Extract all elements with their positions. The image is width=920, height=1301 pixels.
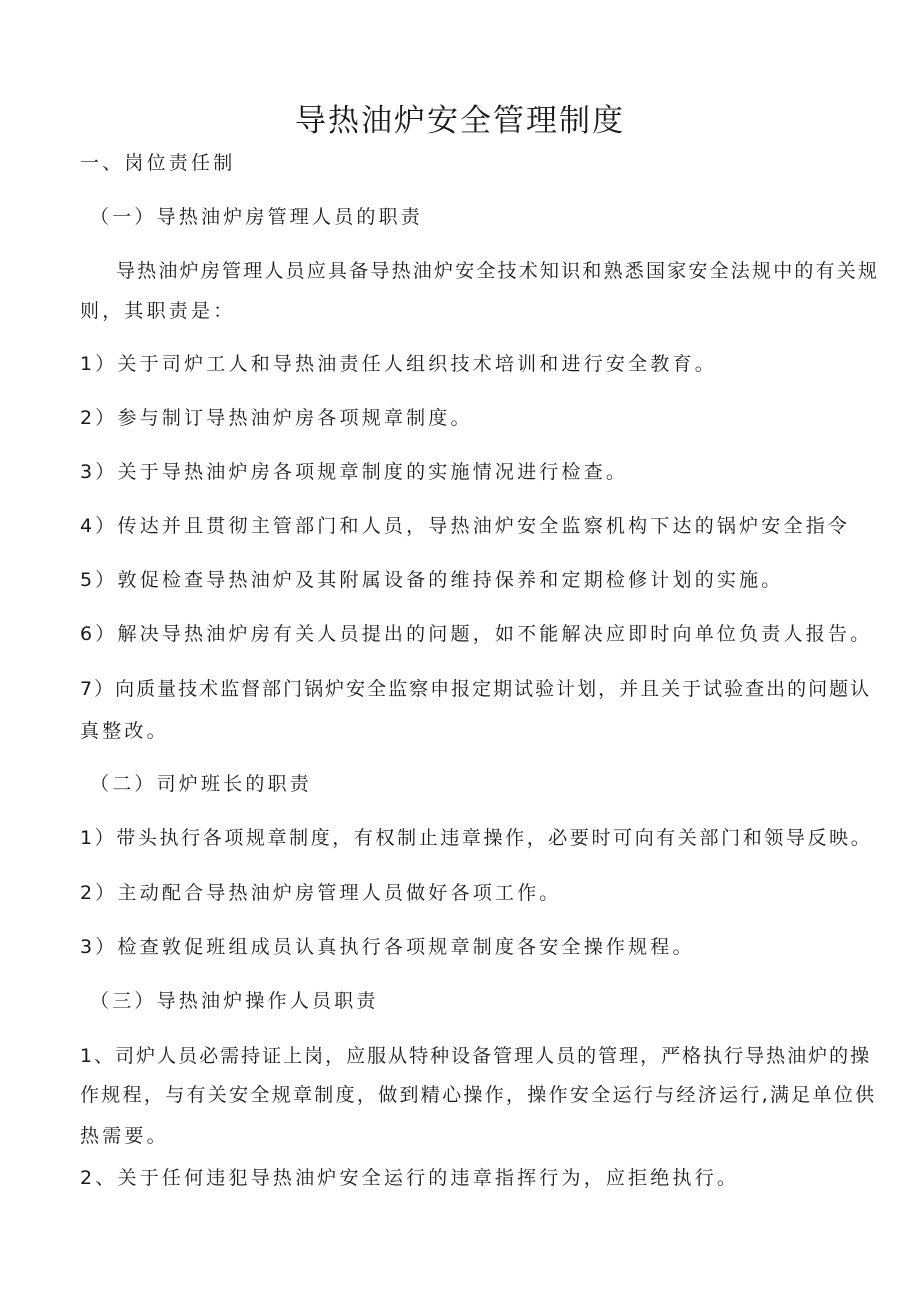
document-title: 导热油炉安全管理制度 (295, 102, 625, 139)
shift-leader-duty-item-2: 2）主动配合导热油炉房管理人员做好各项工作。 (80, 882, 562, 904)
paragraph-manager-intro-line-1: 导热油炉房管理人员应具备导热油炉安全技术知识和熟悉国家安全法规中的有关规 (116, 260, 880, 282)
operator-duty-item-1-line-2: 作规程，与有关安全规章制度，做到精心操作，操作安全运行与经济运行,满足单位供 (80, 1084, 877, 1106)
manager-duty-item-2: 2）参与制订导热油炉房各项规章制度。 (80, 407, 473, 429)
shift-leader-duty-item-3: 3）检查敦促班组成员认真执行各项规章制度各安全操作规程。 (80, 936, 695, 958)
manager-duty-item-3: 3）关于导热油炉房各项规章制度的实施情况进行检查。 (80, 461, 629, 483)
manager-duty-item-4: 4）传达并且贯彻主管部门和人员，导热油炉安全监察机构下达的锅炉安全指令 (80, 515, 851, 537)
manager-duty-item-7-line-1: 7）向质量技术监督部门锅炉安全监察申报定期试验计划，并且关于试验查出的问题认 (80, 678, 872, 700)
section-heading-responsibility-system: 一、岗位责任制 (80, 152, 236, 174)
manager-duty-item-6: 6）解决导热油炉房有关人员提出的问题，如不能解决应即时向单位负责人报告。 (80, 623, 873, 645)
operator-duty-item-1-line-1: 1、司炉人员必需持证上岗，应服从特种设备管理人员的管理，严格执行导热油炉的操 (80, 1045, 872, 1067)
operator-duty-item-1-line-3: 热需要。 (80, 1125, 169, 1147)
manager-duty-item-7-line-2: 真整改。 (80, 720, 169, 742)
manager-duty-item-5: 5）敦促检查导热油炉及其附属设备的维持保养和定期检修计划的实施。 (80, 569, 784, 591)
subsection-heading-operator-duties: （三）导热油炉操作人员职责 (90, 990, 379, 1012)
paragraph-manager-intro-line-2: 则，其职责是： (80, 300, 236, 322)
subsection-heading-shift-leader-duties: （二）司炉班长的职责 (90, 773, 313, 795)
operator-duty-item-2: 2、关于任何违犯导热油炉安全运行的违章指挥行为，应拒绝执行。 (80, 1167, 740, 1189)
shift-leader-duty-item-1: 1）带头执行各项规章制度，有权制止违章操作，必要时可向有关部门和领导反映。 (80, 827, 873, 849)
manager-duty-item-1: 1）关于司炉工人和导热油责任人组织技术培训和进行安全教育。 (80, 353, 717, 375)
subsection-heading-manager-duties: （一）导热油炉房管理人员的职责 (90, 206, 424, 228)
